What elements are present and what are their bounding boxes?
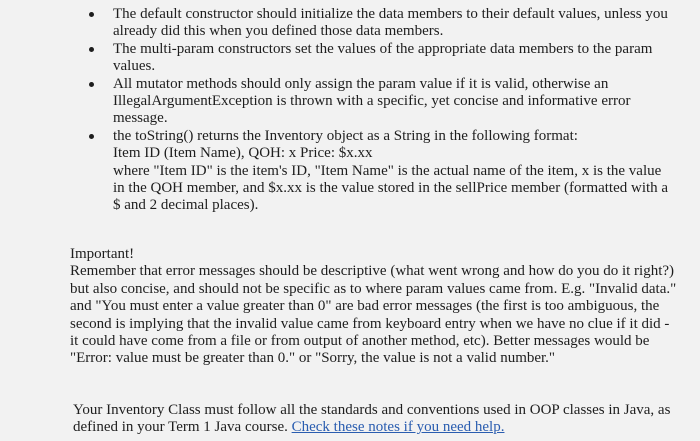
tostring-explanation: where "Item ID" is the item's ID, "Item Name" is the actual name of the item, x is the value in the QOH member, and $x.xx is the value stored in the sellPrice member (formatted with a $ and 2 decimal places). xyxy=(113,162,669,214)
bullet-text: The default constructor should initialize the data members to their default values, unless you already did this when you defined those data members. xyxy=(113,6,668,40)
list-item xyxy=(0,128,700,215)
list-item xyxy=(0,41,700,76)
important-note xyxy=(70,246,680,368)
bullet-icon xyxy=(89,134,94,139)
bullet-icon xyxy=(89,47,94,52)
important-body: Remember that error messages should be descriptive (what went wrong and how do you do it right?) but also concise, and should not be specific as to where param values came from. E.g. "Invalid data." and "You must enter a value greater than 0" are bad error messages (the first is too ambiguous, the second is implying that the invalid value came from keyboard entry when we have no clue if it did - it could have come from a file or from output of another method, etc). Better messages would be "Error: value must be greater than 0." or "Sorry, the value is not a valid number." xyxy=(70,263,677,367)
bullet-icon xyxy=(89,12,94,17)
bullet-icon xyxy=(89,82,94,87)
footer-note xyxy=(73,402,683,437)
tostring-format: Item ID (Item Name), QOH: x Price: $x.xx xyxy=(113,145,373,162)
list-item xyxy=(0,76,700,128)
footer-text: Your Inventory Class must follow all the standards and conventions used in OOP classes in Java, as defined in your Term 1 Java course. xyxy=(73,402,671,436)
important-heading: Important! xyxy=(70,246,135,262)
help-notes-link[interactable]: Check these notes if you need help. xyxy=(291,419,505,436)
requirements-list xyxy=(0,6,700,215)
tostring-intro: the toString() returns the Inventory object as a String in the following format: xyxy=(113,127,578,144)
bullet-text: All mutator methods should only assign the param value if it is valid, otherwise an IllegalArgumentException is thrown with a specific, yet concise and informative error message. xyxy=(113,75,631,127)
bullet-text: The multi-param constructors set the values of the appropriate data members to the param values. xyxy=(113,40,653,75)
list-item xyxy=(0,6,700,41)
